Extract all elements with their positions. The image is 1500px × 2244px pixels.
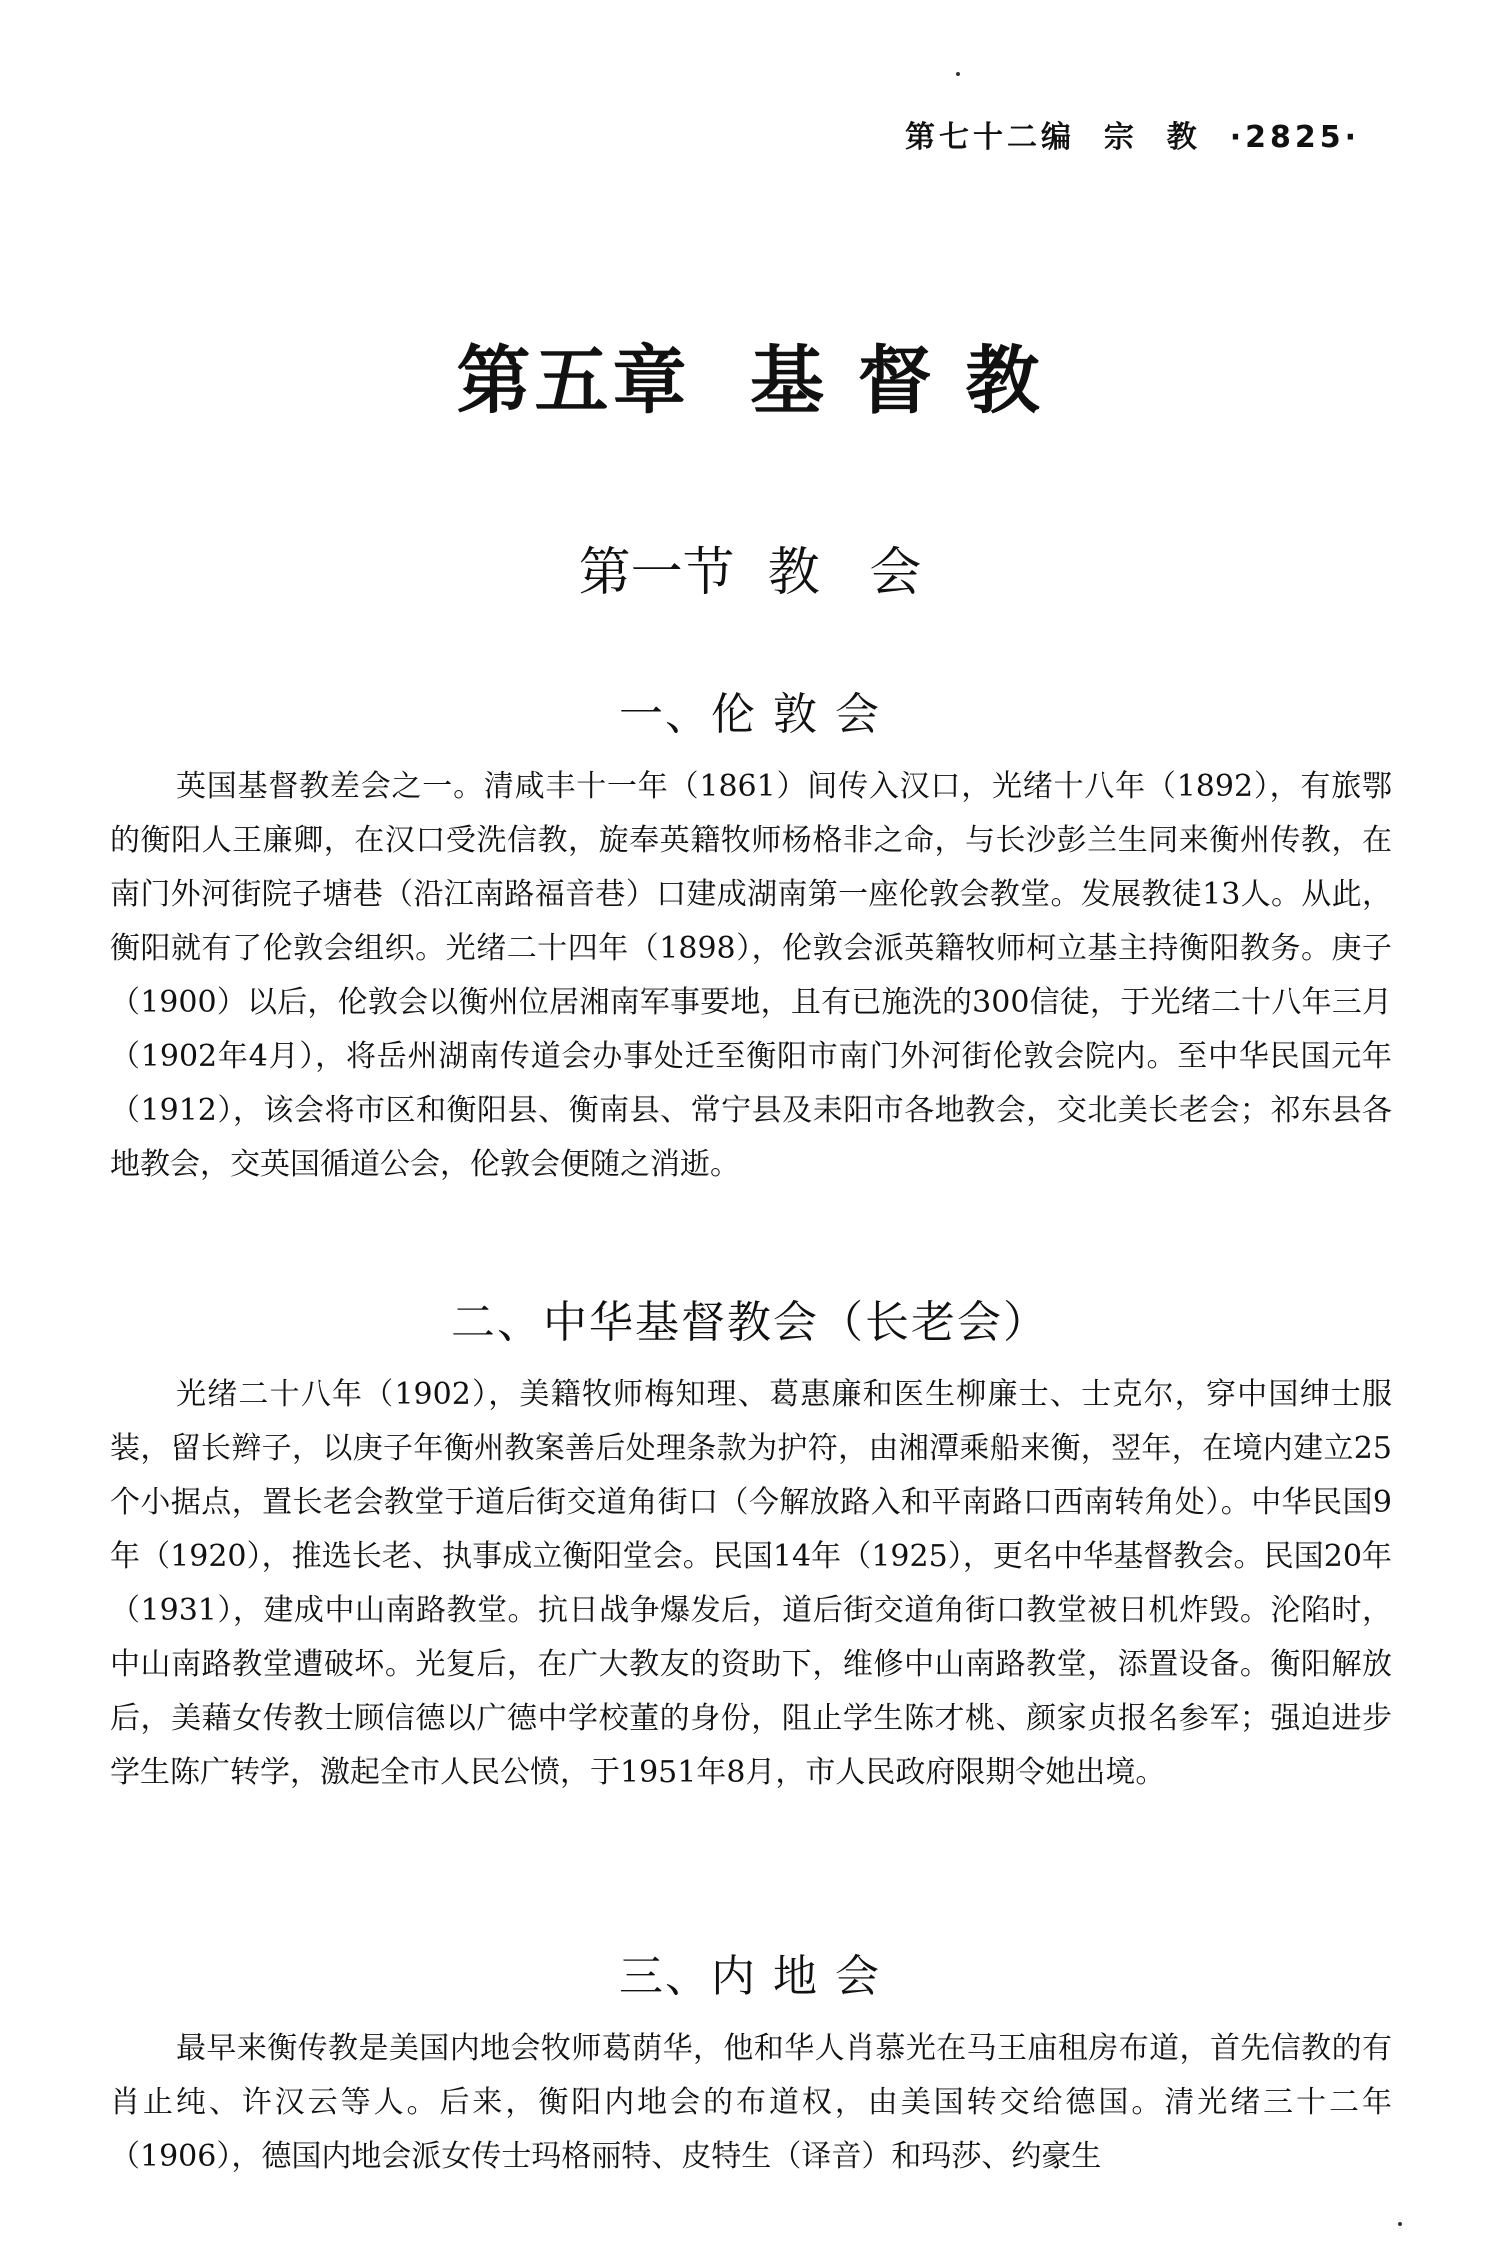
scan-speck xyxy=(1398,2222,1402,2226)
paragraph-london-mission: 英国基督教差会之一。清咸丰十一年（1861）间传入汉口，光绪十八年（1892），有旅鄂的衡阳人王廉卿，在汉口受洗信教，旋奉英籍牧师杨格非之命，与长沙彭兰生同来衡州传教，在南门外河街院子塘巷（沿江南路福音巷）口建成湖南第一座伦敦会教堂。发展教徒13人。从此，衡阳就有了伦敦会组织。光绪二十四年（1898），伦敦会派英籍牧师柯立基主持衡阳教务。庚子（1900）以后，伦敦会以衡州位居湘南军事要地，且有已施洗的300信徒，于光绪二十八年三月（1902年4月），将岳州湖南传道会办事处迁至衡阳市南门外河街伦敦会院内。至中华民国元年（1912），该会将市区和衡阳县、衡南县、常宁县及耒阳市各地教会，交北美长老会；祁东县各地教会，交英国循道公会，伦敦会便随之消逝。 xyxy=(110,769,1392,1182)
subsection-heading-chinese-christian-church: 二、中华基督教会（长老会） xyxy=(451,1297,1049,1348)
running-head: 第七十二编 宗 教 ·2825· xyxy=(905,120,1360,155)
chapter-title: 第五章 基 督 教 xyxy=(456,338,1044,424)
paragraph-inland-mission: 最早来衡传教是美国内地会牧师葛荫华，他和华人肖慕光在马王庙租房布道，首先信教的有肖止纯、许汉云等人。后来，衡阳内地会的布道权，由美国转交给德国。清光绪三十二年（1906），德国内地会派女传士玛格丽特、皮特生（译音）和玛莎、约豪生 xyxy=(110,2031,1392,2174)
subsection-heading-london-mission: 一、伦 敦 会 xyxy=(619,689,881,740)
subsection-heading-inland-mission: 三、内 地 会 xyxy=(619,1951,881,2002)
paragraph-chinese-christian-church: 光绪二十八年（1902），美籍牧师梅知理、葛惠廉和医生柳廉士、士克尔，穿中国绅士服装，留长辫子，以庚子年衡州教案善后处理条款为护符，由湘潭乘船来衡，翌年，在境内建立25个小据点，置长老会教堂于道后街交道角街口（今解放路入和平南路口西南转角处）。中华民国9年（1920），推选长老、执事成立衡阳堂会。民国14年（1925），更名中华基督教会。民国20年（1931），建成中山南路教堂。抗日战争爆发后，道后街交道角街口教堂被日机炸毁。沦陷时，中山南路教堂遭破坏。光复后，在广大教友的资助下，维修中山南路教堂，添置设备。衡阳解放后，美藉女传教士顾信德以广德中学校董的身份，阻止学生陈才桃、颜家贞报名参军；强迫进步学生陈广转学，激起全市人民公愤，于1951年8月，市人民政府限期令她出境。 xyxy=(110,1377,1392,1790)
scan-speck xyxy=(956,72,960,76)
section-title: 第一节 教 会 xyxy=(578,543,922,603)
